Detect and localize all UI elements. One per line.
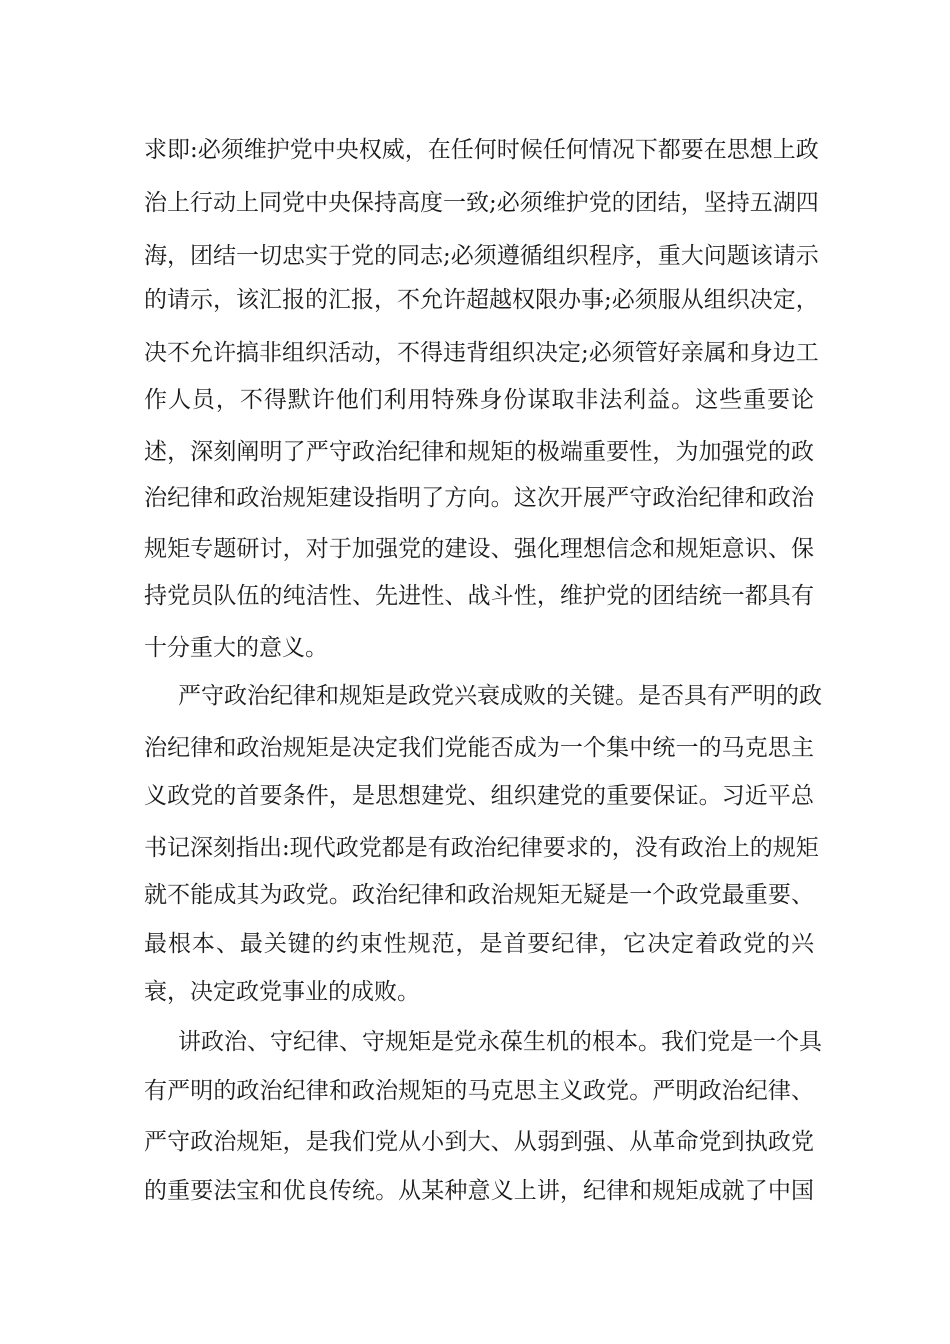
body-text-line: 治纪律和政治规矩是决定我们党能否成为一个集中统一的马克思主 (144, 735, 814, 761)
body-text-line: 作人员，不得默许他们利用特殊身份谋取非法利益。这些重要论 (144, 387, 814, 413)
body-text-line: 治纪律和政治规矩建设指明了方向。这次开展严守政治纪律和政治 (144, 485, 814, 511)
body-text-line: 书记深刻指出:现代政党都是有政治纪律要求的，没有政治上的规矩 (144, 835, 819, 861)
body-text-line: 述，深刻阐明了严守政治纪律和规矩的极端重要性，为加强党的政 (144, 439, 814, 465)
body-text-line: 的请示，该汇报的汇报，不允许超越权限办事;必须服从组织决定， (144, 287, 819, 313)
body-text-line: 衰，决定政党事业的成败。 (144, 979, 420, 1005)
paragraph-first-line: 严守政治纪律和规矩是政党兴衰成败的关键。是否具有严明的政 (178, 683, 822, 709)
body-text-line: 规矩专题研讨，对于加强党的建设、强化理想信念和规矩意识、保 (144, 536, 814, 562)
body-text-line: 就不能成其为政党。政治纪律和政治规矩无疑是一个政党最重要、 (144, 882, 814, 908)
body-text-line: 持党员队伍的纯洁性、先进性、战斗性，维护党的团结统一都具有 (144, 583, 814, 609)
body-text-line: 决不允许搞非组织活动，不得违背组织决定;必须管好亲属和身边工 (144, 340, 819, 366)
body-text-line: 有严明的政治纪律和政治规矩的马克思主义政党。严明政治纪律、 (144, 1078, 814, 1104)
body-text-line: 最根本、最关键的约束性规范，是首要纪律，它决定着政党的兴 (144, 931, 814, 957)
body-text-line: 海，团结一切忠实于党的同志;必须遵循组织程序，重大问题该请示 (144, 243, 819, 269)
body-text-line: 十分重大的意义。 (144, 635, 328, 661)
body-text-line: 的重要法宝和优良传统。从某种意义上讲，纪律和规矩成就了中国 (144, 1178, 814, 1204)
paragraph-first-line: 讲政治、守纪律、守规矩是党永葆生机的根本。我们党是一个具 (178, 1029, 822, 1055)
body-text-line: 义政党的首要条件，是思想建党、组织建党的重要保证。习近平总 (144, 783, 814, 809)
body-text-line: 治上行动上同党中央保持高度一致;必须维护党的团结，坚持五湖四 (144, 190, 819, 216)
body-text-line: 严守政治规矩，是我们党从小到大、从弱到强、从革命党到执政党 (144, 1129, 814, 1155)
body-text-line: 求即:必须维护党中央权威，在任何时候任何情况下都要在思想上政 (144, 137, 819, 163)
